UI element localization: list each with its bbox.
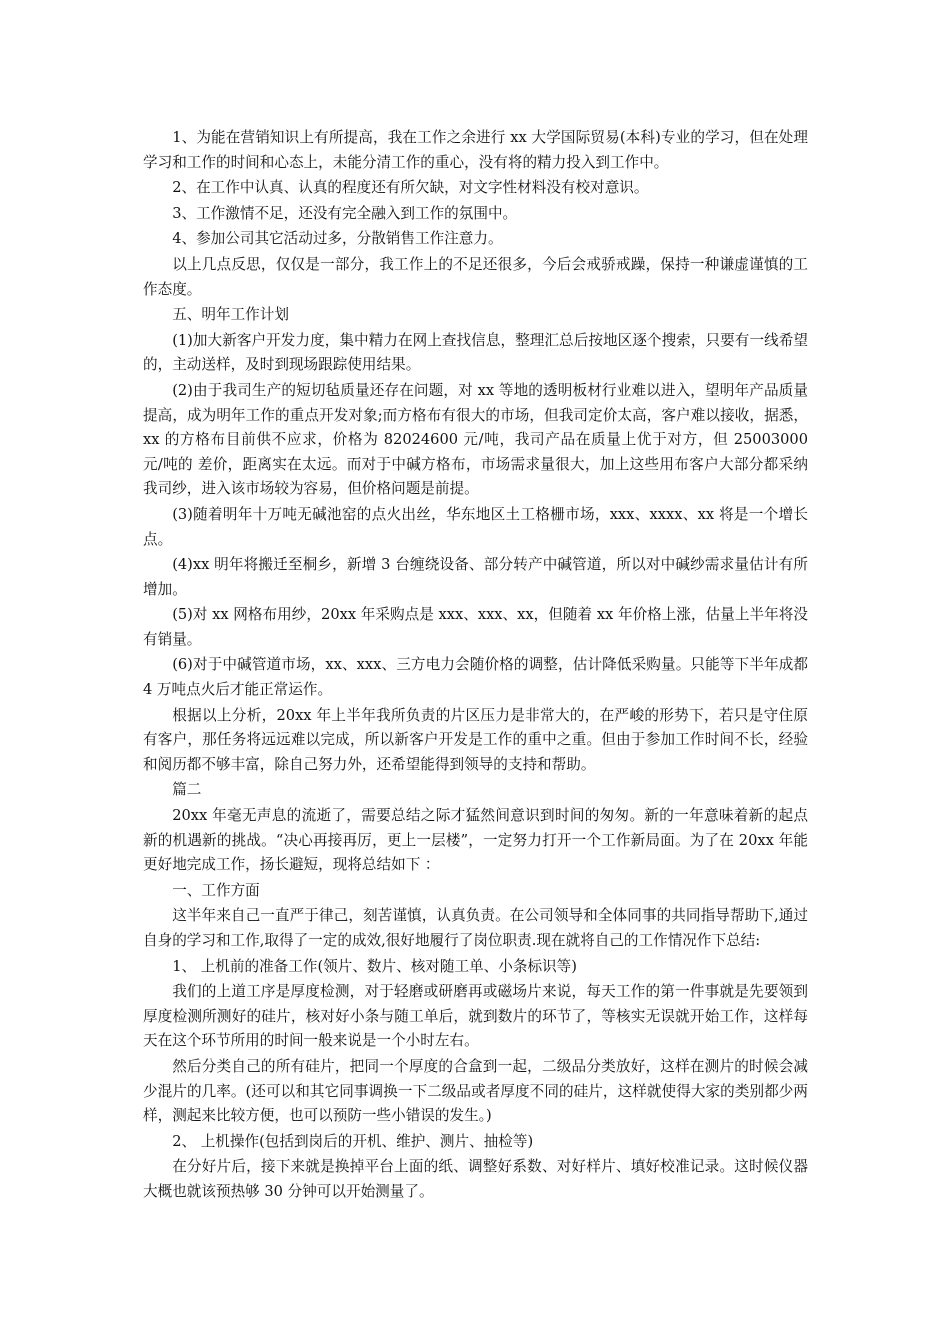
- paragraph: 我们的上道工序是厚度检测，对于轻磨或研磨再或磁场片来说，每天工作的第一件事就是先要领到厚度检测所测好的硅片，核对好小条与随工单后，就到数片的环节了，等核实无误就开始工作，这样每天在这个环节所用的时间一般来说是一个小时左右。: [143, 983, 808, 1050]
- paragraph: (3)随着明年十万吨无碱池窑的点火出丝，华东地区土工格栅市场，xxx、xxxx、xx 将是一个增长点。: [143, 505, 808, 548]
- subsection-heading: 1、 上机前的准备工作(领片、数片、核对随工单、小条标识等): [172, 957, 577, 975]
- paragraph: 根据以上分析，20xx 年上半年我所负责的片区压力是非常大的，在严峻的形势下，若只是守住原有客户，那任务将远远难以完成，所以新客户开发是工作的重中之重。但由于参加工作时间不长，经验和阅历都不够丰富，除自己努力外，还希望能得到领导的支持和帮助。: [143, 706, 808, 773]
- paragraph: 20xx 年毫无声息的流逝了，需要总结之际才猛然间意识到时间的匆匆。新的一年意味着新的起点新的机遇新的挑战。“决心再接再厉，更上一层楼”，一定努力打开一个工作新局面。为了在 20xx 年能更好地完成工作，扬长避短，现将总结如下 ：: [143, 807, 808, 874]
- section-heading: 篇二: [172, 781, 202, 799]
- paragraph: 这半年来自己一直严于律己，刻苦谨慎，认真负责。在公司领导和全体同事的共同指导帮助下,通过自身的学习和工作,取得了一定的成效,很好地履行了岗位职责.现在就将自己的工作情况作下总结:: [143, 907, 808, 949]
- paragraph: 3、工作激情不足，还没有完全融入到工作的氛围中。: [172, 204, 518, 222]
- section-heading: 一、工作方面: [172, 881, 260, 899]
- subsection-heading: 2、 上机操作(包括到岗后的开机、维护、测片、抽检等): [172, 1132, 534, 1150]
- paragraph: 2、在工作中认真、认真的程度还有所欠缺，对文字性材料没有校对意识。: [172, 179, 649, 197]
- document-body: [143, 126, 808, 1206]
- section-heading: 五、明年工作计划: [172, 306, 289, 324]
- paragraph: (6)对于中碱管道市场，xx、xxx、三方电力会随价格的调整，估计降低采购量。只能等下半年成都 4 万吨点火后才能正常运作。: [143, 656, 808, 699]
- paragraph: 4、参加公司其它活动过多，分散销售工作注意力。: [172, 230, 503, 248]
- paragraph: (5)对 xx 网格布用纱，20xx 年采购点是 xxx、xxx、xx，但随着 xx 年价格上涨，估量上半年将没有销量。: [143, 606, 808, 648]
- paragraph: 然后分类自己的所有硅片，把同一个厚度的合盒到一起，二级品分类放好，这样在测片的时候会减少混片的几率。(还可以和其它同事调换一下二级品或者厚度不同的硅片，这样就使得大家的类别都少两样，测起来比较方便，也可以预防一些小错误的发生。): [143, 1057, 808, 1125]
- paragraph: 在分好片后，接下来就是换掉平台上面的纸、调整好系数、对好样片、填好校准记录。这时候仪器大概也就该预热够 30 分钟可以开始测量了。: [143, 1158, 808, 1200]
- paragraph: 以上几点反思，仅仅是一部分，我工作上的不足还很多，今后会戒骄戒躁，保持一种谦虚谨慎的工作态度。: [143, 255, 808, 298]
- paragraph: 1、为能在营销知识上有所提高，我在工作之余进行 xx 大学国际贸易(本科)专业的学习，但在处理学习和工作的时间和心态上，未能分清工作的重心，没有将的精力投入到工作中。: [143, 129, 808, 171]
- paragraph: (4)xx 明年将搬迁至桐乡，新增 3 台缠绕设备、部分转产中碱管道，所以对中碱纱需求量估计有所增加。: [143, 556, 808, 598]
- paragraph: (1)加大新客户开发力度，集中精力在网上查找信息，整理汇总后按地区逐个搜索，只要有一线希望的，主动送样，及时到现场跟踪使用结果。: [143, 331, 808, 374]
- paragraph: (2)由于我司生产的短切毡质量还存在问题，对 xx 等地的透明板材行业难以进入，望明年产品质量提高，成为明年工作的重点开发对象;而方格布有很大的市场，但我司定价太高，客户难以接收，据悉，xx 的方格布目前供不应求，价格为 82024600 元/吨，我司产品在质量上优于对方，但 25003000 元/吨的 差价，距离实在太远。而对于中碱方格布，市场需求量很大，加上这些用布客户大部分都采纳我司纱，进入该市场较为容易，但价格问题是前提。: [143, 381, 808, 498]
